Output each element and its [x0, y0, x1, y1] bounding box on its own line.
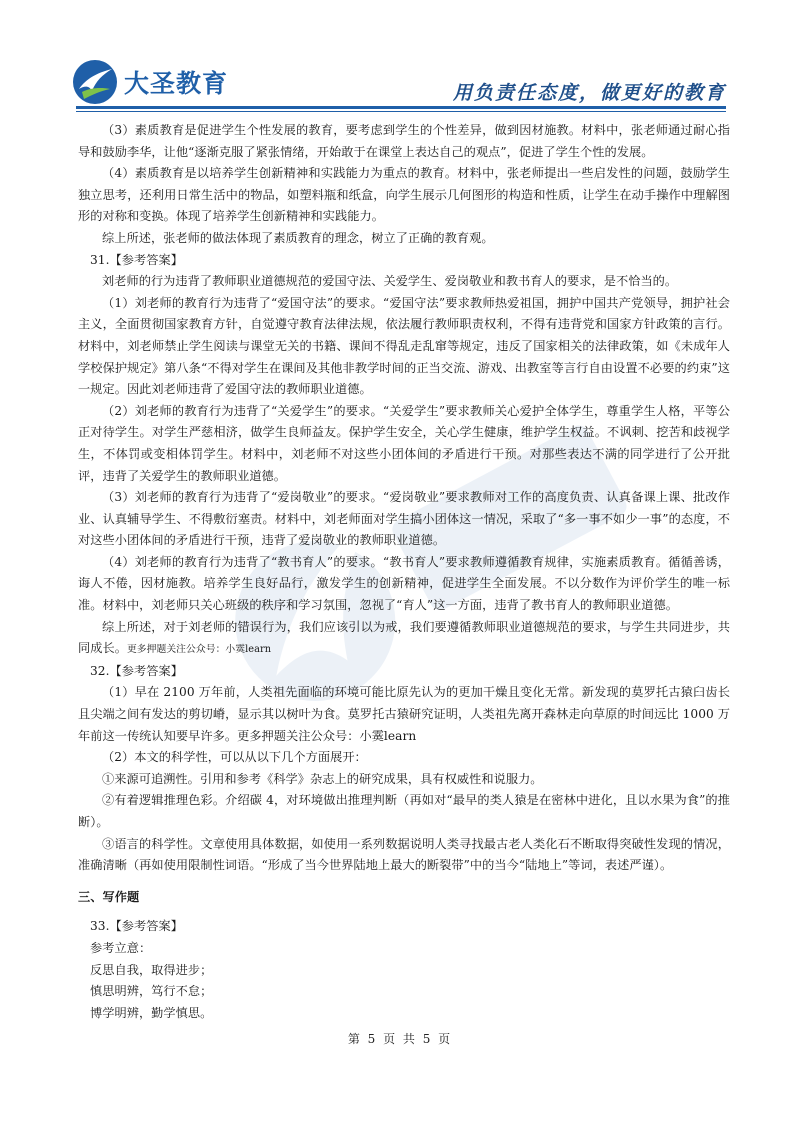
- header-divider-thin: [76, 111, 726, 112]
- page-number: 第 5 页 共 5 页: [347, 1032, 453, 1046]
- page-header: [0, 0, 800, 112]
- header-slogan: 用负责任态度，做更好的教育: [452, 82, 726, 104]
- bird-logo-icon: [72, 59, 118, 105]
- paragraph: （4）素质教育是以培养学生创新精神和实践能力为重点的教育。材料中，张老师提出一些启发性的问题，鼓励学生独立思考，还利用日常生活中的物品，如塑料瓶和纸盒，向学生展示几何图形的构造和性质，让学生在动手操作中理解图形的对称和变换。体现了培养学生创新精神和实践能力。: [78, 166, 730, 224]
- paragraph-text: 综上所述，对于刘老师的错误行为，我们应该引以为戒，我们要遵循教师职业道德规范的要求，与学生共同进步，共同成长。: [78, 619, 730, 656]
- header-divider: [76, 106, 726, 109]
- document-body: [78, 120, 730, 1024]
- answer-heading-31: 31.【参考答案】: [90, 252, 183, 267]
- paragraph: （1）早在 2100 万年前，人类祖先面临的环境可能比原先认为的更加干燥且变化无常。新发现的莫罗托古猿臼齿长且尖端之间有发达的剪切嵴，显示其以树叶为食。莫罗托古猿研究证明，人类祖先离开森林走向草原的时间远比 1000 万年前这一传统认知要早许多。更多押题关注公众号：小霙learn: [78, 685, 730, 743]
- paragraph: （2）刘老师的教育行为违背了“关爱学生”的要求。“关爱学生”要求教师关心爱护全体学生，尊重学生人格，平等公正对待学生。对学生严慈相济，做学生良师益友。保护学生安全，关心学生健康，维护学生权益。不讽刺、挖苦和歧视学生，不体罚或变相体罚学生。材料中，刘老师不对这些小团体间的矛盾进行干预。对那些表达不满的同学进行了公开批评，违背了关爱学生的教师职业道德。: [78, 403, 730, 483]
- answer-heading-32: 32.【参考答案】: [90, 663, 183, 678]
- paragraph: ②有着逻辑推理色彩。介绍碳 4，对环境做出推理判断（再如对“最早的类人猿是在密林中进化，且以水果为食”的推断）。: [78, 793, 730, 829]
- paragraph: （2）本文的科学性，可以从以下几个方面展开：: [102, 750, 367, 765]
- section-title: 三、写作题: [78, 889, 140, 904]
- brand-logo: [72, 58, 242, 106]
- promo-note: 更多押题关注公众号：小霙learn: [126, 644, 272, 656]
- paragraph: （1）刘老师的教育行为违背了“爱国守法”的要求。“爱国守法”要求教师热爱祖国，拥护中国共产党领导，拥护社会主义，全面贯彻国家教育方针，自觉遵守教育法律法规，依法履行教师职责权利，不得有违背党和国家方针政策的言行。材料中，刘老师禁止学生阅读与课堂无关的书籍、课间不得乱走乱窜等规定，违反了国家相关的法律政策，如《未成年人学校保护规定》第八条“不得对学生在课间及其他非教学时间的正当交流、游戏、出教室等言行自由设置不必要的约束”这一规定。因此刘老师违背了爱国守法的教师职业道德。: [78, 295, 730, 397]
- list-item: 博学明辨，勤学慎思。: [90, 1005, 213, 1020]
- list-item: 反思自我，取得进步；: [90, 962, 213, 977]
- paragraph: （3）刘老师的教育行为违背了“爱岗敬业”的要求。“爱岗敬业”要求教师对工作的高度负责、认真备课上课、批改作业、认真辅导学生、不得敷衍塞责。材料中，刘老师面对学生搞小团体这一情况，采取了“多一事不如少一事”的态度，不对这些小团体间的矛盾进行干预，违背了爱岗敬业的教师职业道德。: [78, 490, 730, 548]
- list-item: 慎思明辨，笃行不怠；: [90, 984, 213, 999]
- paragraph: [78, 617, 730, 661]
- paragraph: （3）素质教育是促进学生个性发展的教育，要考虑到学生的个性差异，做到因材施教。材料中，张老师通过耐心指导和鼓励李华，让他“逐渐克服了紧张情绪，开始敢于在课堂上表达自己的观点”，促进了学生个性的发展。: [78, 123, 730, 159]
- answer-heading-33: 33.【参考答案】: [90, 919, 183, 934]
- paragraph: 综上所述，张老师的做法体现了素质教育的理念，树立了正确的教育观。: [102, 230, 494, 245]
- paragraph: （4）刘老师的教育行为违背了“教书育人”的要求。“教书育人”要求教师遵循教育规律，实施素质教育。循循善诱，诲人不倦，因材施教。培养学生良好品行，激发学生的创新精神，促进学生全面发展。不以分数作为评价学生的唯一标准。材料中，刘老师只关心班级的秩序和学习氛围，忽视了“育人”这一方面，违背了教书育人的教师职业道德。: [78, 554, 730, 613]
- paragraph: ③语言的科学性。文章使用具体数据，如使用一系列数据说明人类寻找最古老人类化石不断取得突破性发现的情况，准确清晰（再如使用限制性词语。“形成了当今世界陆地上最大的断裂带”中的当今“陆地上”等词，表述严谨）。: [78, 836, 730, 873]
- paragraph: 刘老师的行为违背了教师职业道德规范的爱国守法、关爱学生、爱岗敬业和教书育人的要求，是不恰当的。: [102, 274, 678, 289]
- paragraph: ①来源可追溯性。引用和参考《科学》杂志上的研究成果，具有权威性和说服力。: [102, 771, 543, 786]
- list-item: 参考立意：: [90, 940, 152, 955]
- logo-text: 大圣教育: [124, 69, 229, 98]
